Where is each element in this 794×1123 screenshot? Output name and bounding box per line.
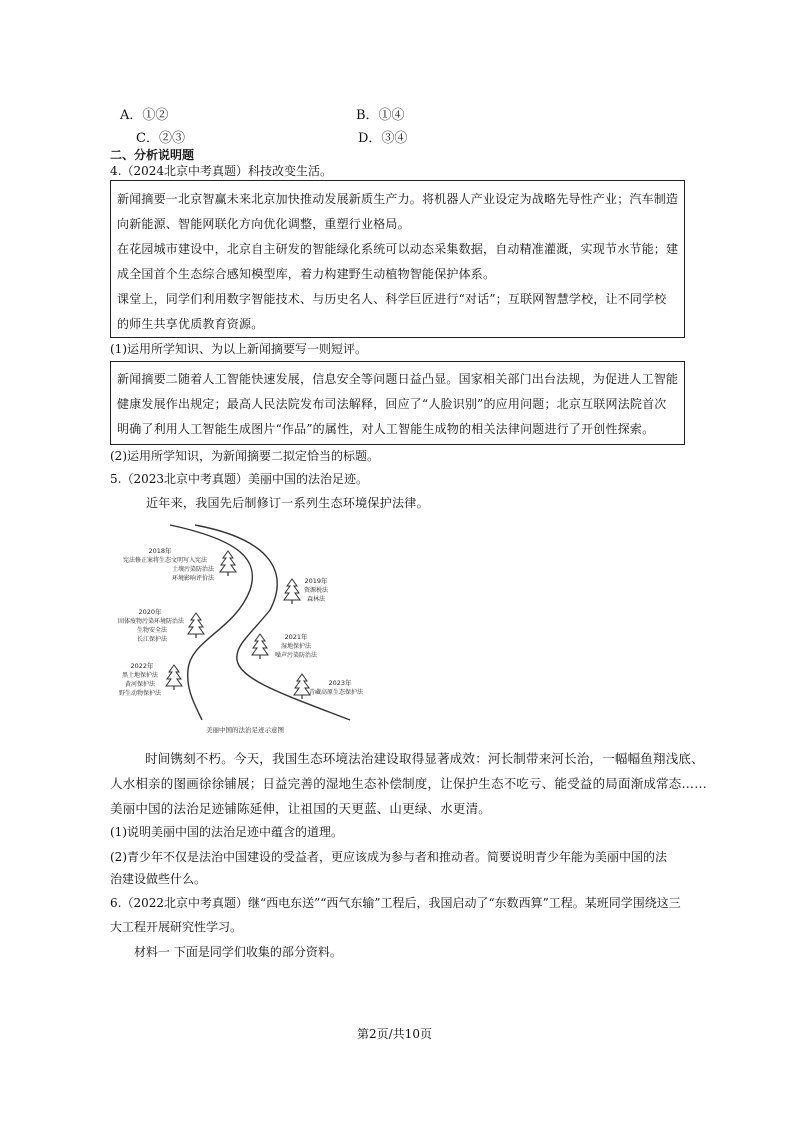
- q4-sub2: (2)运用所学知识，为新闻摘要二拟定恰当的标题。: [110, 449, 379, 463]
- milestone-2019-law: 资源税法: [303, 587, 329, 594]
- news2-line: 健康发展作出规定；最高人民法院发布司法解释，回应了“人脸识别”的应用问题；北京互联网法院首次: [117, 397, 667, 411]
- q5-paragraph: [110, 746, 707, 821]
- rule-of-law-footprint-figure: [110, 520, 400, 745]
- milestone-2018-law: 环境影响评价法: [171, 575, 215, 582]
- tree-icon: [294, 674, 310, 699]
- milestone-2023-law: 青藏高原生态保护法: [308, 689, 364, 696]
- q5-sub1: (1)说明美丽中国的法治足迹中蕴含的道理。: [110, 825, 343, 839]
- news1-line: 的师生共享优质教育资源。: [117, 317, 264, 331]
- news-box-2: [110, 361, 685, 445]
- figure-caption: 美丽中国的法治足迹示意图: [206, 726, 284, 734]
- milestone-2019-year: 2019年: [304, 577, 328, 585]
- news2-line: 明确了利用人工智能生成图片“作品”的属性，对人工智能生成物的相关法律问题进行了开创性探索。: [117, 422, 655, 436]
- tree-icon: [284, 579, 300, 604]
- q5-sub2-line2: 治建设做些什么。: [110, 872, 207, 886]
- milestone-2018-law: 土壤污染防治法: [171, 566, 215, 573]
- milestone-2022-law: 野生动物保护法: [118, 690, 162, 697]
- milestone-2018-year: 2018年: [148, 547, 172, 555]
- q5-para-line: 美丽中国的法治足迹铺陈延伸，让祖国的天更蓝、山更绿、水更清。: [110, 801, 492, 816]
- milestone-2022-year: 2022年: [130, 662, 154, 670]
- q6-stem-line1: 6.（2022北京中考真题）继“西电东送”“西气东输”工程后，我国启动了“东数西算”工程。某班同学围绕这三: [110, 896, 681, 910]
- option-d: D．③④: [358, 131, 408, 146]
- tree-icon: [220, 551, 236, 576]
- section-title: 二、分析说明题: [110, 148, 195, 162]
- news2-line: 新闻摘要二随着人工智能快速发展，信息安全等问题日益凸显。国家相关部门出台法规，为促进人工智能: [117, 372, 679, 386]
- milestone-2022-law: 黑土地保护法: [121, 672, 159, 679]
- q5-intro: 近年来，我国先后制修订一系列生态环境保护法律。: [146, 496, 429, 510]
- milestone-2020-law: 生物安全法: [136, 627, 168, 634]
- milestone-2019-law: 森林法: [306, 596, 326, 603]
- milestone-2023-year: 2023年: [328, 679, 352, 687]
- news1-line: 向新能源、智能网联化方向优化调整，重塑行业格局。: [117, 217, 410, 231]
- tree-icon: [252, 634, 268, 659]
- news1-line: 课堂上，同学们利用数字智能技术、与历史名人、科学巨匠进行“对话”；互联网智慧学校，让不同学校: [117, 292, 667, 306]
- option-c: C．②③: [136, 131, 185, 146]
- milestone-2021-year: 2021年: [284, 633, 308, 641]
- milestone-2020-law: 长江保护法: [136, 636, 168, 643]
- page-footer: 第2页/共10页: [357, 1027, 432, 1041]
- q6-material: 材料一 下面是同学们收集的部分资料。: [134, 945, 342, 959]
- q6-stem-line2: 大工程开展研究性学习。: [110, 920, 243, 934]
- q4-stem: 4.（2024北京中考真题）科技改变生活。: [110, 164, 332, 178]
- milestone-2021-law: 噪声污染防治法: [274, 652, 318, 659]
- milestone-2022-law: 黄河保护法: [124, 681, 156, 688]
- news-box-1: [110, 180, 685, 338]
- milestone-2020-year: 2020年: [138, 608, 162, 616]
- milestone-2021-law: 湿地保护法: [280, 643, 312, 650]
- milestone-2020-law: 固体废物污染环境防治法: [117, 618, 185, 625]
- q5-para-line: 时间镌刻不朽。今天，我国生态环境法治建设取得显著成效：河长制带来河长治，一幅幅鱼翔浅底、: [145, 751, 704, 766]
- milestone-2018-law: 宪法修正案将生态文明写入宪法: [122, 557, 208, 564]
- news1-line: 成全国首个生态综合感知模型库，着力构建野生动植物智能保护体系。: [117, 267, 496, 281]
- q5-sub2-line1: (2)青少年不仅是法治中国建设的受益者，更应该成为参与者和推动者。简要说明青少年能为美丽中国的法: [110, 850, 668, 864]
- q4-sub1: (1)运用所学知识、为以上新闻摘要写一则短评。: [110, 342, 367, 356]
- option-b: B．①④: [356, 108, 405, 123]
- q5-para-line: 人水相亲的图画徐徐铺展；日益完善的湿地生态补偿制度，让保护生态不吃亏、能受益的局面渐成常态……: [110, 776, 707, 791]
- tree-icon: [188, 613, 204, 638]
- q5-stem: 5.（2023北京中考真题）美丽中国的法治足迹。: [110, 472, 368, 486]
- tree-icon: [166, 665, 182, 690]
- news1-line: 在花园城市建设中，北京自主研发的智能绿化系统可以动态采集数据，自动精准灌溉，实现节水节能；建: [117, 242, 679, 256]
- option-a: A．①②: [120, 108, 169, 123]
- news1-line: 新闻摘要一北京智赢未来北京加快推动发展新质生产力。将机器人产业设定为战略先导性产业；汽车制造: [117, 192, 679, 206]
